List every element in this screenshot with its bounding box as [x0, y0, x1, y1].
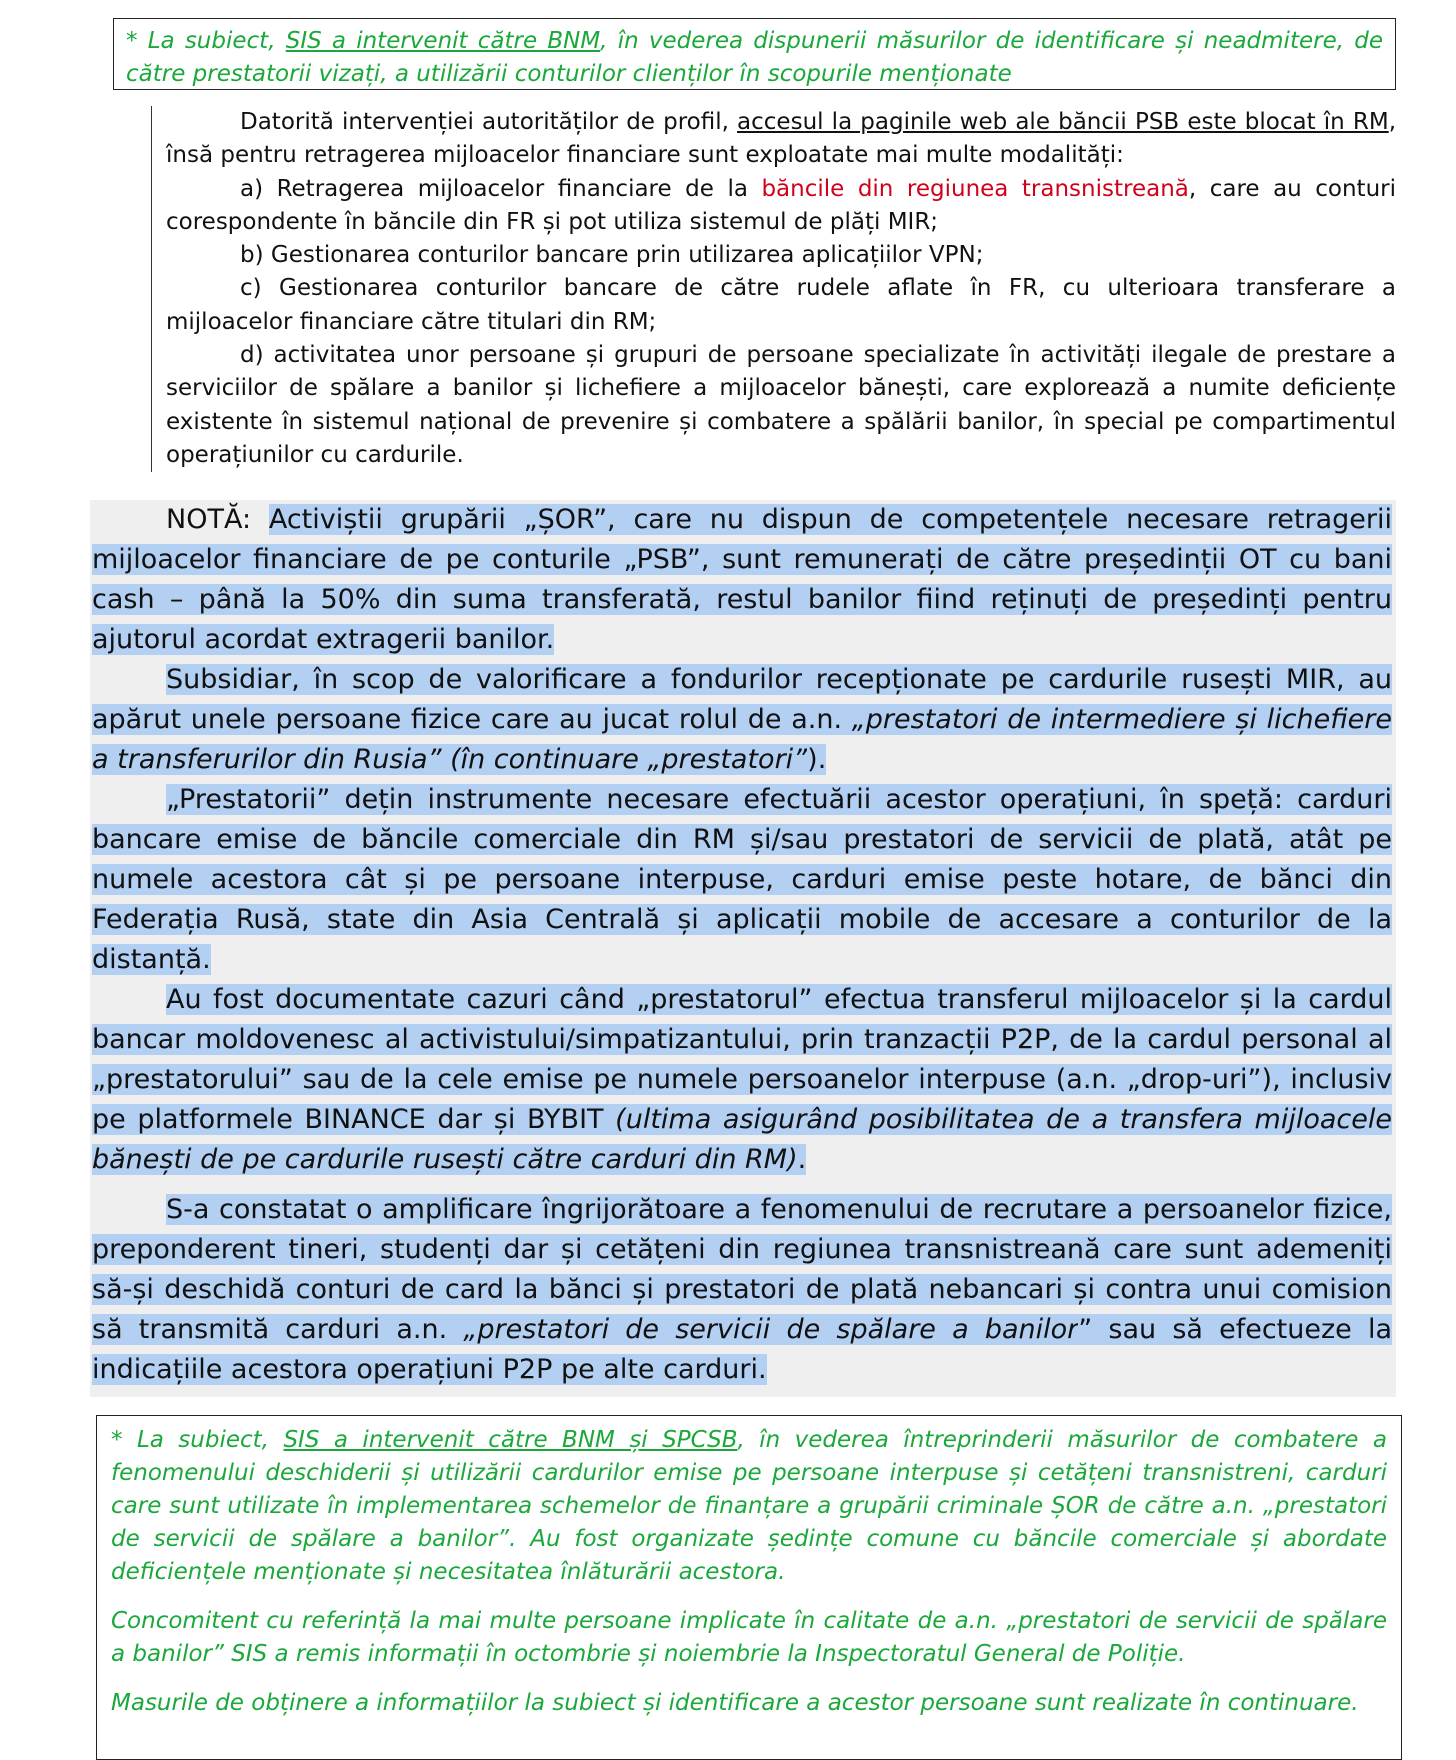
bottom-note-p2: Concomitent cu referință la mai multe persoane implicate în calitate de a.n. „prestatori de servicii de spălare a banilor” SIS a remis informații în octombrie și noiembrie la Inspectoratul General de Poliție.: [111, 1608, 1387, 1667]
amplificare-italic: „prestatori de servicii de spălare a banilor: [463, 1314, 1079, 1345]
quote-intro-end: , însă pentru retragerea mijloacelor financiare sunt exploatate mai multe modalități:: [166, 109, 1396, 169]
quote-item-a-end: , care au conturi corespondente în băncile din FR și pot utiliza sistemul de plăți MIR;: [166, 175, 1396, 235]
quote-item-c: c) Gestionarea conturilor bancare de către rudele aflate în FR, cu ulterioara transferare a mijloacelor financiare către titulari din RM;: [166, 275, 1396, 335]
top-note-box: [113, 18, 1396, 90]
amplificare-text: S-a constatat o amplificare îngrijorătoare a fenomenului de recrutare a persoanelor fizice, preponderent tineri, studenți dar și cetățeni din regiunea transnistreană care sunt ademeniți să-și deschidă conturi de card la bănci și prestatori de plată nebancari și contra unui comision să transmită carduri a.n.: [92, 1194, 1392, 1345]
bottom-note-box: [96, 1415, 1402, 1760]
top-note-underlined: SIS a intervenit către BNM: [285, 28, 601, 54]
quote-item-d: d) activitatea unor persoane și grupuri de persoane specializate în activități ilegale de prestare a serviciilor de spălare a banilor și lichefiere a mijloacelor bănești, care explorează a numite deficiențe existente în sistemul național de prevenire și combatere a spălării banilor, în special pe compartimentul operațiunilor cu cardurile.: [166, 342, 1396, 468]
cazuri-paragraph: [92, 980, 1392, 1180]
prestatorii-text: „Prestatorii” dețin instrumente necesare efectuării acestor operațiuni, în speță: carduri bancare emise de băncile comerciale din RM și/sau prestatori de servicii de plată, atât pe numele acestora cât și pe persoane interpuse, carduri emise peste hotare, de bănci din Federația Rusă, state din Asia Centrală și aplicații mobile de accesare a conturilor de la distanță.: [92, 784, 1392, 975]
amplificare-end: sau să efectueze la indicațiile acestora operațiuni P2P pe alte carduri.: [92, 1314, 1393, 1385]
top-note-prefix: * La subiect,: [126, 28, 286, 54]
quote-item-b: b) Gestionarea conturilor bancare prin utilizarea aplicațiilor VPN;: [240, 242, 984, 269]
bottom-note-p1: [111, 1424, 1387, 1589]
quote-intro-start: Datorită intervenției autorităților de profil,: [240, 109, 738, 135]
prestatorii-paragraph: [92, 780, 1392, 980]
nota-text: Activiștii grupării „ȘOR”, care nu dispun de competențele necesare retragerii mijloacelor financiare de pe conturile „PSB”, sunt remunerați de către președinții OT cu bani cash – până la 50% din suma transferată, restul banilor fiind reținuți de președinți pentru ajutorul acordat extragerii banilor.: [92, 504, 1392, 655]
bottom-note-p3: Masurile de obținere a informațiilor la subiect și identificare a acestor persoane sunt realizate în continuare.: [111, 1690, 1359, 1716]
subsidiar-italic: „prestatori de intermediere și lichefiere a transferurilor din Rusia” (în continuare „prestatori”: [92, 704, 1392, 775]
amplificare-paragraph: [92, 1190, 1392, 1390]
main-body: [92, 500, 1392, 1390]
nota-label: NOTĂ:: [166, 504, 269, 535]
cazuri-italic: (ultima asigurând posibilitatea de a transfera mijloacele bănești de pe cardurile rusești către carduri din RM): [92, 1104, 1392, 1175]
quote-paragraph-intro: [166, 106, 1396, 173]
subsidiar-text: Subsidiar, în scop de valorificare a fondurilor recepționate pe cardurile rusești MIR, au apărut unele persoane fizice care au jucat rolul de a.n.: [92, 664, 1392, 735]
quote-item-a: [166, 173, 1396, 240]
quoted-section: [151, 106, 1396, 472]
subsidiar-paragraph: [92, 660, 1392, 780]
bottom-note-text: , în vederea întreprinderii măsurilor de combatere a fenomenului deschiderii și utilizării cardurilor emise pe persoane interpuse și cetățeni transnistreni, carduri care sunt utilizate în implementarea schemelor de finanțare a grupării criminale ȘOR de către a.n. „prestatori de servicii de spălare a banilor”. Au fost organizate ședințe comune cu băncile comerciale și abordate deficiențele menționate și necesitatea înlăturării acestora.: [111, 1427, 1387, 1585]
bottom-note-underlined: SIS a intervenit către BNM și SPCSB: [283, 1427, 738, 1453]
cazuri-text: Au fost documentate cazuri când „prestatorul” efectua transferul mijloacelor și la cardul bancar moldovenesc al activistului/simpatizantului, prin tranzacții P2P, de la cardul personal al „prestatorului” sau de la cele emise pe numele persoanelor interpuse (a.n. „drop-uri”), inclusiv pe platformele BINANCE dar și BYBIT: [92, 984, 1392, 1135]
cazuri-end: .: [797, 1144, 807, 1175]
amplificare-quote-mark: ”: [1078, 1314, 1093, 1345]
bottom-note-prefix: * La subiect,: [111, 1427, 284, 1453]
nota-paragraph: [92, 500, 1392, 660]
subsidiar-end: ).: [807, 744, 827, 775]
quote-item-a-red: băncile din regiunea transnistreană: [761, 175, 1189, 202]
quote-item-a-start: a) Retragerea mijloacelor financiare de la: [240, 175, 762, 202]
quote-intro-underlined: accesul la paginile web ale băncii PSB este blocat în RM: [737, 109, 1389, 135]
top-note-text: , în vederea dispunerii măsurilor de identificare și neadmitere, de către prestatorii vizați, a utilizării conturilor clienților în scopurile menționate: [126, 28, 1383, 87]
